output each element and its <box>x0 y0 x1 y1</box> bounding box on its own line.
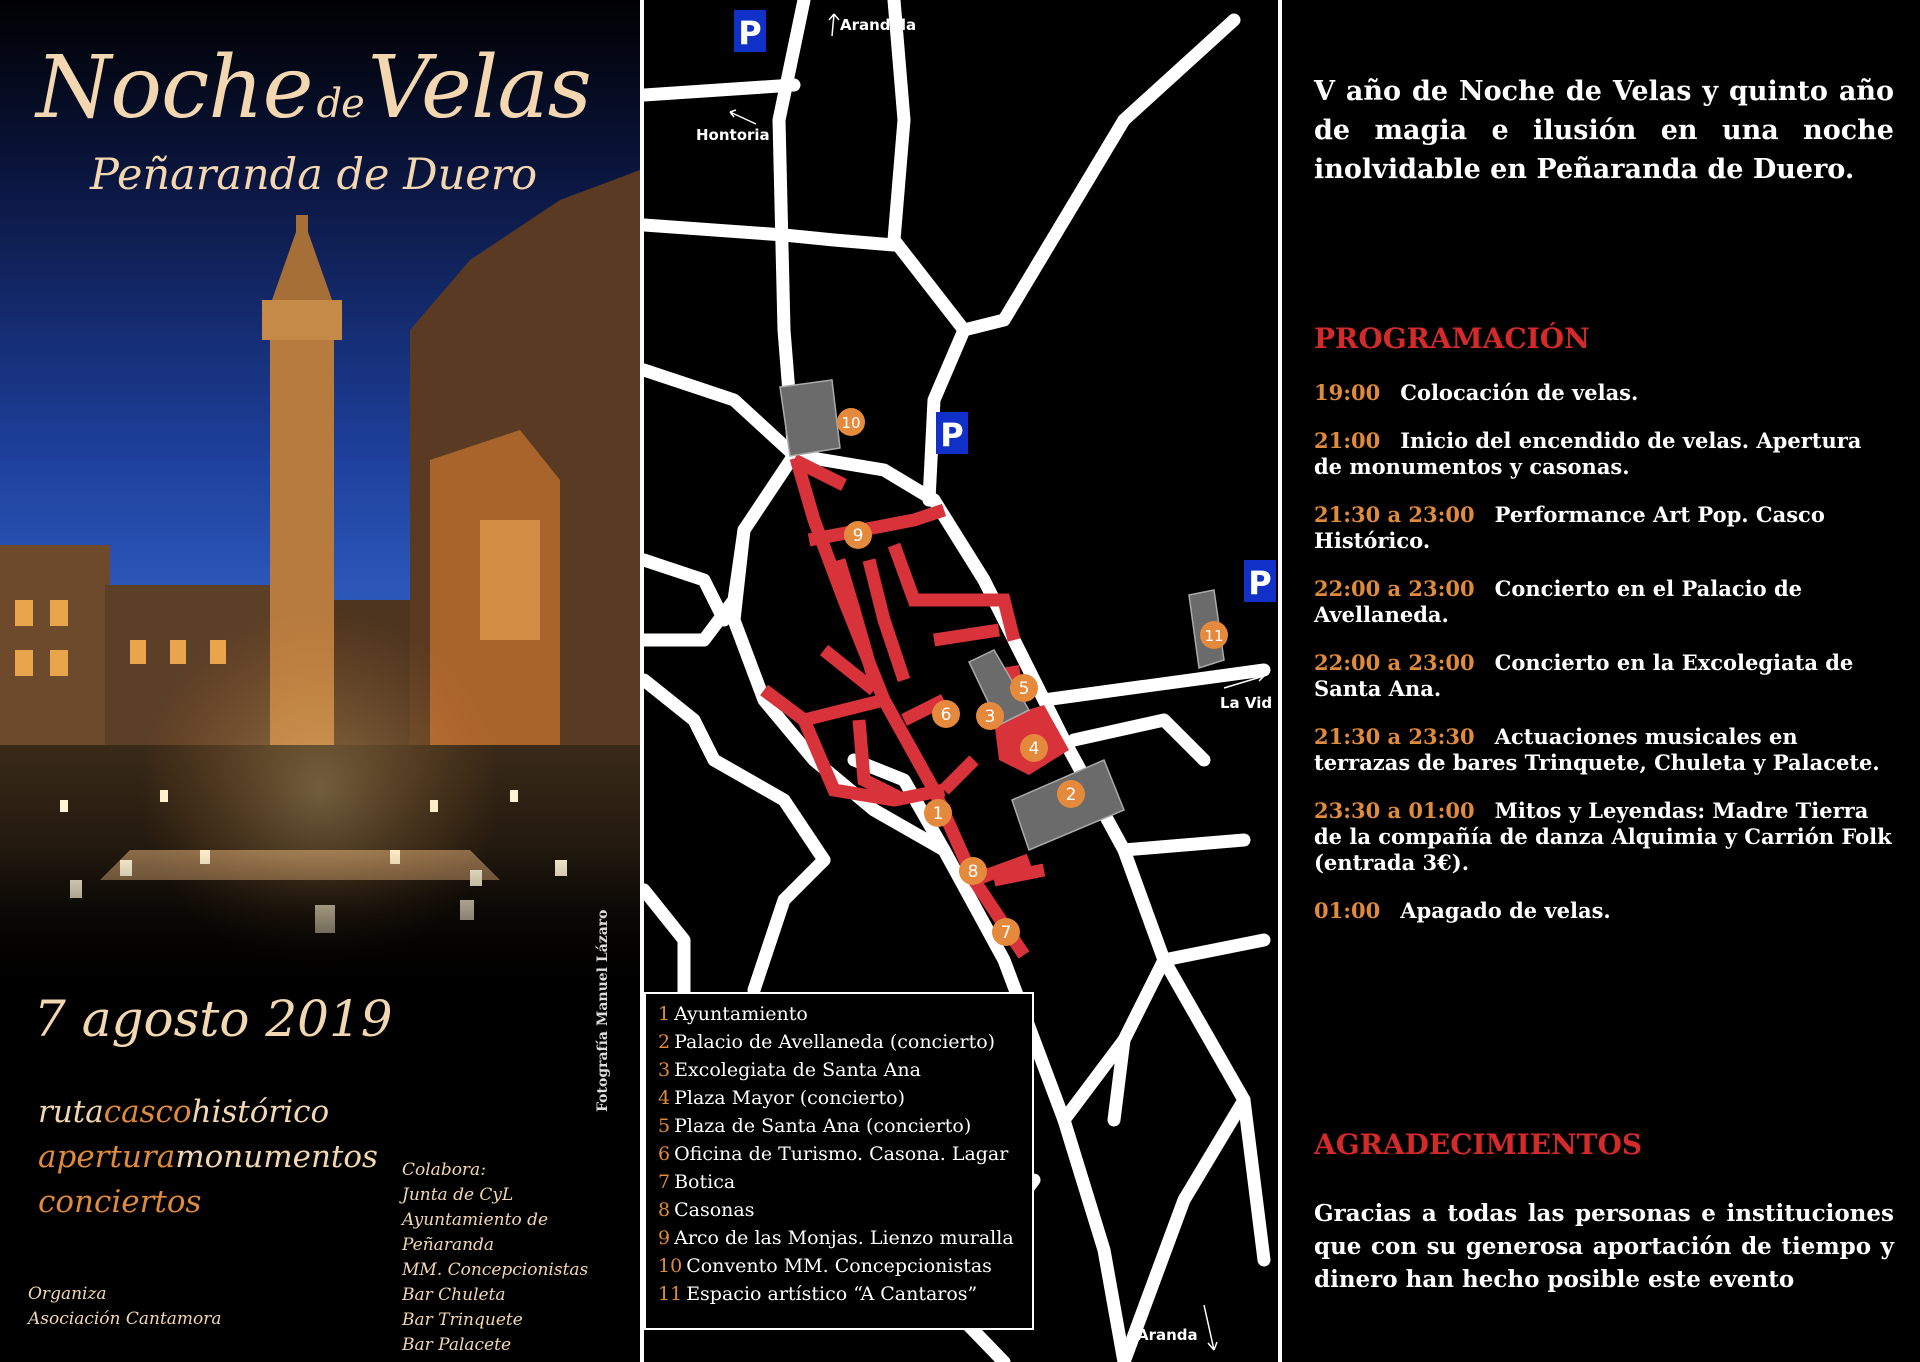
label-aranda: Aranda <box>1137 1326 1198 1344</box>
tagline-apertura: aperturamonumentos <box>38 1139 378 1175</box>
site-marker-3 <box>976 702 1004 730</box>
photo-credit: Fotografía Manuel Lázaro <box>595 909 611 1112</box>
site-marker-5 <box>1010 674 1038 702</box>
colabora-item: Bar Palacete <box>402 1335 512 1355</box>
legend-item: 11 Espacio artístico “A Cantaros” <box>658 1283 978 1305</box>
marker-number: 4 <box>1028 739 1040 759</box>
marker-number: 9 <box>852 526 864 546</box>
legend-item: 3 Excolegiata de Santa Ana <box>658 1059 921 1081</box>
site-marker-11 <box>1200 621 1228 649</box>
parking-icon <box>734 10 766 52</box>
event-title: Noche deVelas <box>36 38 591 138</box>
program-item: 19:00 Colocación de velas. <box>1314 380 1639 405</box>
tagline-ruta: rutacascohistórico <box>38 1094 330 1130</box>
site-marker-2 <box>1057 780 1085 808</box>
marker-number: 6 <box>940 705 952 725</box>
legend-item: 6 Oficina de Turismo. Casona. Lagar <box>658 1143 1009 1165</box>
parking-symbol: P <box>1248 564 1272 602</box>
site-marker-6 <box>932 700 960 728</box>
marker-number: 7 <box>1000 923 1012 943</box>
map-legend <box>644 992 1034 1330</box>
legend-item: 7 Botica <box>658 1171 736 1193</box>
colabora-item: Ayuntamiento de Peñaranda <box>402 1210 549 1255</box>
colabora-item: Bar Chuleta <box>402 1285 506 1305</box>
program-item: 21:30 a 23:30 Actuaciones musicales en terrazas de bares Trinquete, Chuleta y Palacete. <box>1314 724 1880 775</box>
taglines <box>38 1090 378 1225</box>
legend-item: 8 Casonas <box>658 1199 755 1221</box>
event-date: 7 agosto 2019 <box>34 990 393 1048</box>
parking-symbol: P <box>940 416 964 454</box>
legend-item: 4 Plaza Mayor (concierto) <box>658 1087 905 1109</box>
colabora-block <box>402 1158 640 1358</box>
program-item: 21:30 a 23:00 Performance Art Pop. Casco Histórico. <box>1314 502 1825 553</box>
marker-number: 1 <box>932 804 944 824</box>
site-marker-8 <box>959 857 987 885</box>
site-marker-10 <box>837 408 865 436</box>
map-panel <box>644 0 1278 1362</box>
legend-item: 2 Palacio de Avellaneda (concierto) <box>658 1031 996 1053</box>
organiza-name: Asociación Cantamora <box>28 1309 222 1329</box>
marker-number: 10 <box>841 414 861 432</box>
program-item: 23:30 a 01:00 Mitos y Leyendas: Madre Tierra de la compañía de danza Alquimia y Carrión Folk (entrada 3€). <box>1314 798 1892 875</box>
colabora-item: MM. Concepcionistas <box>402 1260 589 1280</box>
parking-icon <box>936 412 968 454</box>
organiza-title: Organiza <box>28 1284 107 1304</box>
label-arandilla: Arandilla <box>840 16 917 34</box>
site-marker-9 <box>844 521 872 549</box>
parking-icon <box>1244 560 1276 602</box>
marker-number: 5 <box>1018 679 1030 699</box>
marker-number: 2 <box>1065 785 1077 805</box>
agradecimientos-heading: AGRADECIMIENTOS <box>1314 1128 1643 1161</box>
site-marker-1 <box>924 799 952 827</box>
program-list <box>1314 380 1894 946</box>
organiza-block <box>28 1282 222 1332</box>
marker-number: 8 <box>967 862 979 882</box>
marker-number: 3 <box>984 707 996 727</box>
legend-item: 9 Arco de las Monjas. Lienzo muralla <box>658 1227 1014 1249</box>
thanks-text: Gracias a todas las personas e instituciones que con su generosa aportación de tiempo y dinero han hecho posible este evento <box>1314 1200 1894 1293</box>
legend-item: 1 Ayuntamiento <box>658 1003 808 1025</box>
marker-number: 11 <box>1204 627 1224 645</box>
programacion-heading: PROGRAMACIÓN <box>1314 322 1590 355</box>
program-item: 22:00 a 23:00 Concierto en la Excolegiata de Santa Ana. <box>1314 650 1854 701</box>
tagline-conciertos: conciertos <box>38 1184 202 1220</box>
poster-panel <box>0 0 640 1362</box>
legend-item: 10 Convento MM. Concepcionistas <box>658 1255 992 1277</box>
legend-item: 5 Plaza de Santa Ana (concierto) <box>658 1115 972 1137</box>
program-item: 21:00 Inicio del encendido de velas. Apertura de monumentos y casonas. <box>1314 428 1862 479</box>
label-hontoria: Hontoria <box>696 126 770 144</box>
site-marker-7 <box>992 918 1020 946</box>
colabora-item: Bar Trinquete <box>402 1310 523 1330</box>
program-item: 01:00 Apagado de velas. <box>1314 898 1611 923</box>
colabora-item: Junta de CyL <box>402 1185 514 1205</box>
site-marker-4 <box>1020 734 1048 762</box>
intro-text: V año de Noche de Velas y quinto año de magia e ilusión en una noche inolvidable en Peñaranda de Duero. <box>1314 76 1894 185</box>
parking-symbol: P <box>738 14 762 52</box>
program-item: 22:00 a 23:00 Concierto en el Palacio de Avellaneda. <box>1314 576 1803 627</box>
label-la-vid: La Vid <box>1220 694 1273 712</box>
town-subtitle: Peñaranda de Duero <box>90 150 538 200</box>
program-panel <box>1282 0 1920 1362</box>
colabora-title: Colabora: <box>402 1160 486 1180</box>
